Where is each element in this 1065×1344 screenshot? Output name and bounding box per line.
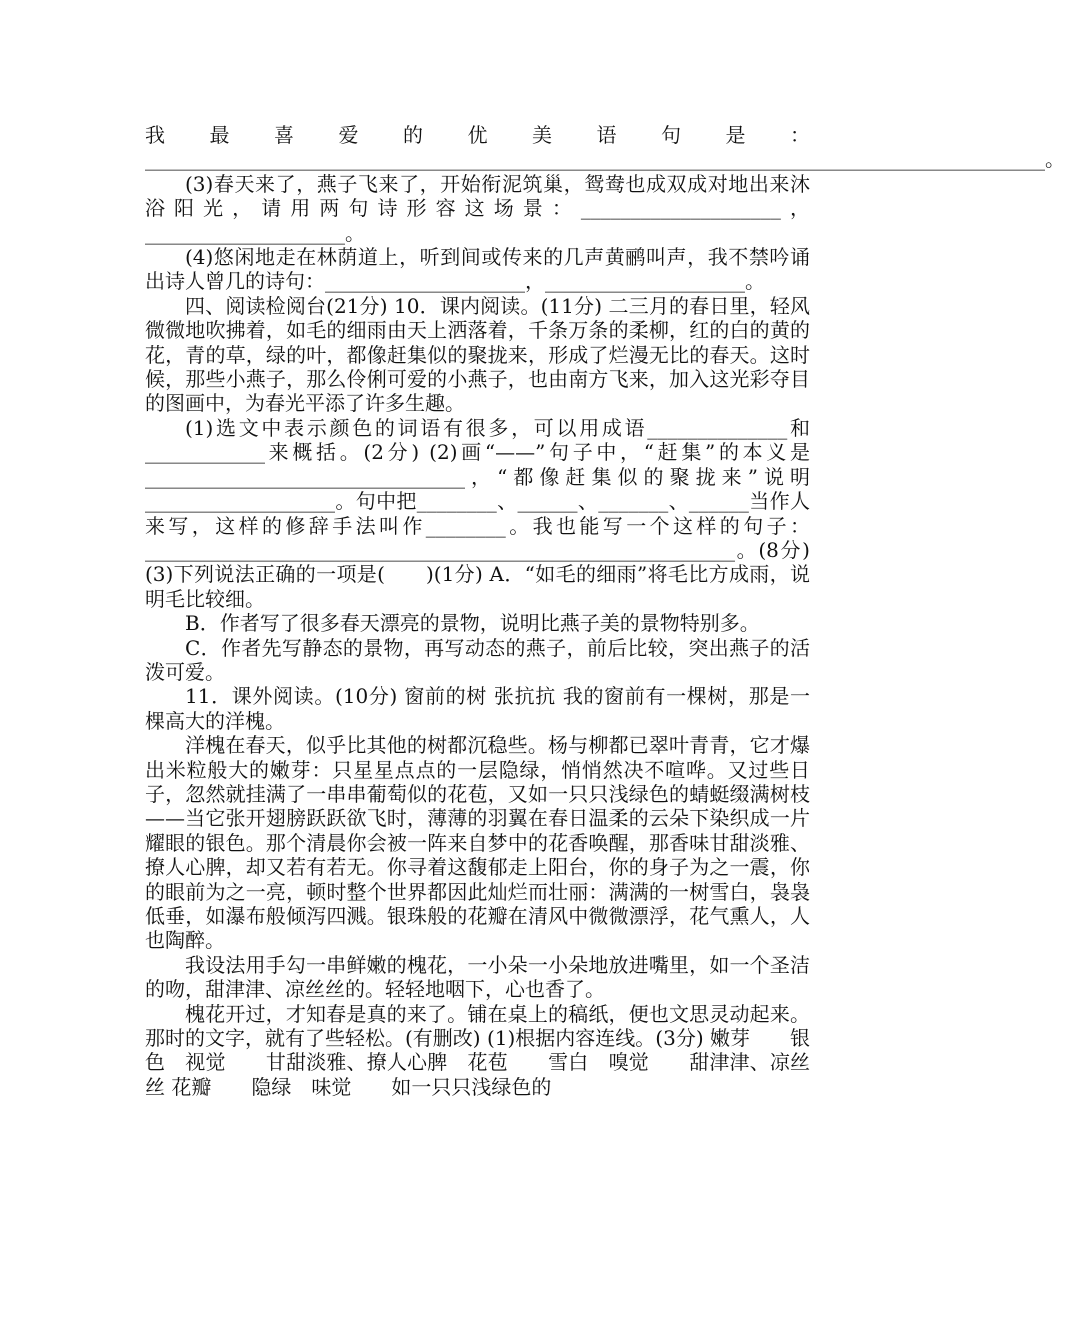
question-10-items: (1)选文中表示颜色的词语有很多，可以用成语______________和____________来概括。(2分) (2)画“——”句子中，“赶集”的本义是________________________________，“都像赶集似的聚拢来”说明___________________。句中把________、______、_______、______当作人来写，这样的修辞手法叫作________。我也能写一个这样的句子：___________________________________________________________。(8分) (3)下列说法正确的一项是( )(1分) A．“如毛的细雨”将毛比方成雨，说明毛比较细。 xyxy=(145,415,810,611)
reading-section-10-passage: 四、阅读检阅台(21分) 10．课内阅读。(11分) 二三月的春日里，轻风微微地吹拂着，如毛的细雨由天上洒落着，千条万条的柔柳，红的白的黄的花，青的草，绿的叶，都像赶集似的聚拢来，形成了烂漫无比的春天。这时候，那些小燕子，那么伶俐可爱的小燕子，也由南方飞来，加入这光彩夺目的图画中，为春光平添了许多生趣。 xyxy=(145,293,810,416)
passage-paragraph-2: 我设法用手勾一串鲜嫩的槐花，一小朵一小朵地放进嘴里，如一个圣洁的吻，甜津津、凉丝丝的。轻轻地咽下，心也香了。 xyxy=(145,952,810,1002)
option-b: B．作者写了很多春天漂亮的景物，说明比燕子美的景物特别多。 xyxy=(185,611,760,636)
passage-paragraph-1: 洋槐在春天，似乎比其他的树都沉稳些。杨与柳都已翠叶青青，它才爆出米粒般大的嫩芽：只星星点点的一层隐绿，悄悄然决不喧哗。又过些日子，忽然就挂满了一串串葡萄似的花苞，又如一只只浅绿色的蜻蜓缀满树枝——当它张开翅膀跃跃欲飞时，薄薄的羽翼在春日温柔的云朵下染织成一片耀眼的银色。那个清晨你会被一阵来自梦中的花香唤醒，那香味甘甜淡雅、撩人心脾，却又若有若无。你寻着这馥郁走上阳台，你的身子为之一震，你的眼前为之一亮，顿时整个世界都因此灿烂而壮丽：满满的一树雪白，袅袅低垂，如瀑布般倾泻四溅。银珠般的花瓣在清风中微微漂浮，花气熏人，人也陶醉。 xyxy=(145,733,810,953)
document-page xyxy=(145,123,1065,1099)
question-4-paragraph: (4)悠闲地走在林荫道上，听到间或传来的几声黄鹂叫声，我不禁吟诵出诗人曾几的诗句：____________________，____________________。 xyxy=(145,245,810,294)
question-3-paragraph: (3)春天来了，燕子飞来了，开始衔泥筑巢，鸳鸯也成双成对地出来沐浴阳光，请用两句诗形容这场景：____________________，____________________。 xyxy=(145,171,810,245)
option-c: C．作者先写静态的景物，再写动态的燕子，前后比较，突出燕子的活泼可爱。 xyxy=(145,635,810,684)
question-11-heading: 11．课外阅读。(10分) 窗前的树 张抗抗 我的窗前有一棵树，那是一棵高大的洋槐。 xyxy=(145,684,810,733)
passage-paragraph-3: 槐花开过，才知春是真的来了。铺在桌上的稿纸，便也文思灵动起来。那时的文字，就有了些轻松。(有删改) (1)根据内容连线。(3分) 嫩芽 银色 视觉 甘甜淡雅、撩人心脾 花苞 雪白 嗅觉 甜津津、凉丝丝 花瓣 隐绿 味觉 如一只只浅绿色的 xyxy=(145,1001,810,1099)
favorite-sentence-line: 我最喜爱的优美语句是：__________________________________________________________________________________________。 xyxy=(145,123,1065,172)
